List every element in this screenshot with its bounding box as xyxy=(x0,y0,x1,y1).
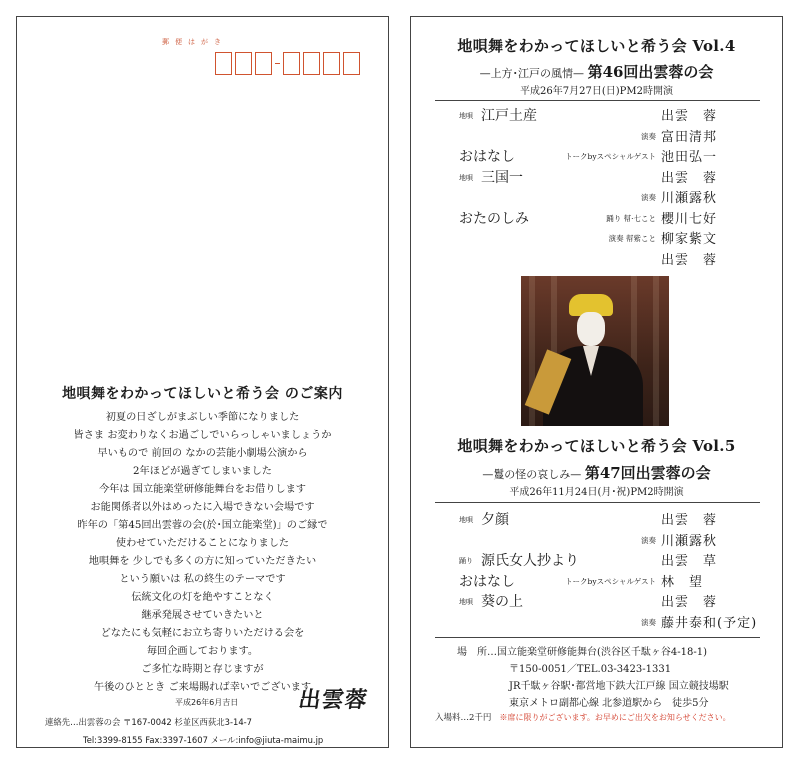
divider xyxy=(435,637,760,638)
postal-label: 郵便はがき xyxy=(162,38,227,46)
program-title: 江戸土産 xyxy=(481,108,537,124)
invitation-body xyxy=(17,409,388,697)
program-category: 地唄 xyxy=(459,173,473,182)
program-role: 演奏 幇紫こと xyxy=(608,234,656,243)
postal-code-box xyxy=(235,52,252,75)
postal-code-dash xyxy=(275,63,280,65)
invitation-title: 地唄舞をわかってほしいと希う会 のご案内 xyxy=(62,386,343,402)
divider xyxy=(435,100,760,101)
event1-subtitle xyxy=(411,61,782,82)
invitation-line: 伝統文化の灯を絶やすことなく xyxy=(131,592,274,603)
performer-name: 出雲 草 xyxy=(661,554,718,569)
postal-code-box xyxy=(283,52,300,75)
venue-line: 東京メトロ副都心線 北参道駅から 徒歩5分 xyxy=(509,698,709,709)
postal-code-box xyxy=(215,52,232,75)
event2-title: 地唄舞をわかってほしいと希う会 Vol.5 xyxy=(457,437,736,455)
contact-phone-email: Tel:3399-8155 Fax:3397-1607 メール:info@jiuta-maimu.jp xyxy=(83,735,324,745)
performer-name: 林 望 xyxy=(661,574,704,590)
program-role: 演奏 xyxy=(641,131,656,141)
performer-name: 出雲 蓉 xyxy=(661,252,718,268)
program-row xyxy=(411,187,782,207)
postal-code-box xyxy=(343,52,360,75)
program-row xyxy=(411,146,782,166)
program-row xyxy=(411,612,782,632)
program-category: 地唄 xyxy=(459,598,473,606)
venue-line: 場 所…国立能楽堂研修能舞台(渋谷区千駄ヶ谷4-18-1) xyxy=(457,647,708,658)
invitation-line: 毎回企画しております。 xyxy=(146,646,259,657)
invitation-line: 地唄舞を 少しでも多くの方に知っていただきたい xyxy=(88,556,317,567)
program-role: 演奏 xyxy=(641,193,656,202)
program-row xyxy=(411,228,782,248)
admission-fee xyxy=(435,711,731,723)
program-row xyxy=(411,530,782,550)
letter-date: 平成26年6月吉日 xyxy=(175,698,239,707)
event1-session: 第46回出雲蓉の会 xyxy=(587,63,714,81)
performer-name: 富田清邦 xyxy=(661,129,718,145)
invitation-line: どなたにも気軽にお立ち寄りいただける会を xyxy=(100,628,305,639)
invitation-line: お能関係者以外はめったに入場できない会場です xyxy=(90,502,315,513)
program-title: 夕顔 xyxy=(481,512,509,528)
program-title: おたのしみ xyxy=(459,210,529,227)
performer-name: 川瀬露秋 xyxy=(661,191,718,206)
performer-name: 出雲 蓉 xyxy=(661,513,718,528)
program-role: 演奏 xyxy=(641,535,656,545)
program-row xyxy=(411,105,782,125)
event2-date: 平成26年11月24日(月･祝)PM2時開演 xyxy=(509,487,684,498)
program-row xyxy=(411,571,782,591)
program-role: 踊り 幇·七こと xyxy=(606,213,656,223)
program-row xyxy=(411,208,782,228)
performer-name: 池田弘一 xyxy=(661,150,718,165)
program-title: 三国一 xyxy=(481,169,523,186)
invitation-line: 午後のひととき ご来場賜れば幸いでございます xyxy=(93,682,312,693)
program-row xyxy=(411,550,782,570)
venue-line: JR千駄ヶ谷駅･都営地下鉄大江戸線 国立競技場駅 xyxy=(509,681,729,692)
program-role: トークbyスペシャルゲスト xyxy=(565,576,656,586)
program-title: おはなし xyxy=(459,573,515,590)
postal-code-box xyxy=(323,52,340,75)
program-category: 地唄 xyxy=(459,516,473,524)
invitation-line: ご多忙な時期と存じますが xyxy=(141,664,264,675)
performer-name: 出雲 蓉 xyxy=(661,170,718,186)
program-title: 源氏女人抄より xyxy=(481,553,579,569)
program-category: 踊り xyxy=(459,557,473,565)
invitation-line: 皆さま お変わりなくお過ごしでいらっしゃいましょうか xyxy=(73,430,332,441)
program-postcard xyxy=(410,16,783,748)
performer-name: 藤井泰和(予定) xyxy=(661,615,758,631)
postal-code-box xyxy=(303,52,320,75)
invitation-line: という願いは 私の終生のテーマです xyxy=(119,574,286,585)
program-row xyxy=(411,591,782,611)
invitation-line: 昨年の「第45回出雲蓉の会(於･国立能楽堂)」のご縁で xyxy=(77,520,328,531)
postal-code-boxes xyxy=(215,52,363,75)
invitation-line: 初夏の日ざしがまぶしい季節になりました xyxy=(105,412,300,423)
event1-title: 地唄舞をわかってほしいと希う会 Vol.4 xyxy=(457,37,736,55)
signature: 出雲蓉 xyxy=(296,687,370,713)
event1-theme: —上方･江戸の風情— xyxy=(479,67,585,80)
program-title: 葵の上 xyxy=(481,594,523,610)
fee-amount: 入場料…2千円 xyxy=(435,713,492,723)
invitation-postcard xyxy=(16,16,389,748)
program-role: トークbyスペシャルゲスト xyxy=(565,152,656,161)
invitation-line: 早いもので 前回の なかの芸能小劇場公演から xyxy=(97,448,308,459)
program-category: 地唄 xyxy=(459,112,473,120)
program-row xyxy=(411,509,782,529)
program-row xyxy=(411,126,782,146)
fee-note: ※席に限りがございます。お早めにご出欠をお知らせください。 xyxy=(499,713,731,722)
event1-date: 平成26年7月27日(日)PM2時開演 xyxy=(520,86,673,97)
performer-photo xyxy=(521,276,669,426)
program-row xyxy=(411,249,782,269)
performer-name: 川瀬露秋 xyxy=(661,533,718,549)
program-row xyxy=(411,167,782,187)
contact-address: 連絡先…出雲蓉の会 〒167-0042 杉並区西荻北3-14-7 xyxy=(45,717,253,727)
event2-session: 第47回出雲蓉の会 xyxy=(584,464,711,482)
divider xyxy=(435,502,760,503)
program-title: おはなし xyxy=(459,149,515,165)
postal-code-box xyxy=(255,52,272,75)
venue-line: 〒150-0051／TEL.03-3423-1331 xyxy=(509,664,672,675)
invitation-line: 2年ほどが過ぎてしまいました xyxy=(133,466,272,477)
performer-name: 櫻川七好 xyxy=(661,211,718,227)
performer-name: 出雲 蓉 xyxy=(661,595,718,610)
performer-name: 柳家紫文 xyxy=(661,232,718,247)
program-role: 演奏 xyxy=(641,617,656,627)
invitation-line: 継承発展させていきたいと xyxy=(141,610,264,621)
event2-theme: —鬘の怪の哀しみ— xyxy=(482,468,582,481)
event2-subtitle xyxy=(411,462,782,483)
performer-name: 出雲 蓉 xyxy=(661,109,718,124)
invitation-line: 今年は 国立能楽堂研修能舞台をお借りします xyxy=(99,484,306,495)
invitation-line: 使わせていただけることになりました xyxy=(115,538,290,549)
